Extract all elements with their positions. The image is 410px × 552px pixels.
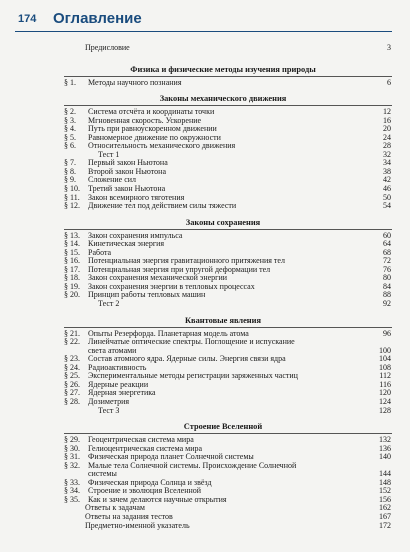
toc-entry-page: 34 xyxy=(383,158,391,168)
toc-entry-text: системы xyxy=(88,470,117,479)
toc-entry-number: § 4. xyxy=(64,124,76,134)
toc-entry-number: § 23. xyxy=(64,354,80,364)
toc-entry-text: Ядерные реакции xyxy=(88,380,149,389)
toc-entry-number: § 5. xyxy=(64,132,76,142)
toc-entry xyxy=(0,522,410,531)
toc-entry-text: Принцип работы тепловых машин xyxy=(88,291,206,300)
toc-entry-text: Тест 1 xyxy=(98,150,120,159)
toc-entry-text: Путь при равноускоренном движении xyxy=(88,125,217,134)
toc-entry-text: Ответы на задания тестов xyxy=(85,512,173,521)
toc-preface xyxy=(0,44,410,53)
toc-entry xyxy=(0,462,410,471)
toc-entry-text: Предисловие xyxy=(85,44,130,52)
toc-entry-page: 60 xyxy=(383,230,391,240)
toc-entry-page: 20 xyxy=(383,124,391,134)
toc-entry-page: 28 xyxy=(383,141,391,151)
toc-entry-text: Равномерное движение по окружности xyxy=(88,133,221,142)
toc-entry-page: 112 xyxy=(379,371,391,381)
toc-entry-page: 54 xyxy=(383,201,391,211)
toc-entry-page: 76 xyxy=(383,264,391,274)
toc-entry-number: § 18. xyxy=(64,273,80,283)
toc-entry xyxy=(0,389,410,398)
toc-entry-number: § 17. xyxy=(64,264,80,274)
toc-entry-number: § 31. xyxy=(64,452,80,462)
toc-entry-text: Движение тел под действием силы тяжести xyxy=(88,202,237,211)
toc-entry-number: § 22. xyxy=(64,337,80,347)
toc-entry xyxy=(0,151,410,160)
section-rule xyxy=(64,229,392,230)
toc-entry-page: 140 xyxy=(379,452,391,462)
toc-entry xyxy=(0,291,410,300)
section-heading: Квантовые явления xyxy=(184,315,261,325)
toc-entry-page: 152 xyxy=(379,486,391,496)
toc-entry-text: Закон сохранения энергии в тепловых процессах xyxy=(88,282,255,291)
toc-entry xyxy=(0,142,410,151)
toc-entry xyxy=(0,453,410,462)
toc-entry-page: 16 xyxy=(383,115,391,125)
toc-entry xyxy=(0,504,410,513)
toc-entry-text: Радиоактивность xyxy=(88,363,147,372)
toc-entry xyxy=(0,355,410,364)
toc-entry xyxy=(0,232,410,241)
toc-entry-number: § 29. xyxy=(64,435,80,445)
toc-entry-page: 100 xyxy=(379,345,391,355)
toc-entry-page: 42 xyxy=(383,175,391,185)
toc-entry xyxy=(0,445,410,454)
toc-entry-number: § 8. xyxy=(64,166,76,176)
page-title: Оглавление xyxy=(53,10,142,27)
toc-entry xyxy=(0,338,410,347)
toc-entry-page: 132 xyxy=(379,435,391,445)
toc-entry-page: 104 xyxy=(379,354,391,364)
header-rule xyxy=(15,31,392,32)
toc-entry xyxy=(0,108,410,117)
toc-entry-page: 6 xyxy=(387,77,391,87)
toc-entry-number: § 2. xyxy=(64,107,76,117)
toc-entry-number: § 13. xyxy=(64,230,80,240)
toc-entry xyxy=(0,117,410,126)
toc-entry xyxy=(0,330,410,339)
toc-entry-number: § 25. xyxy=(64,371,80,381)
toc-entry-page: 172 xyxy=(379,520,391,530)
toc-entry-number: § 12. xyxy=(64,201,80,211)
toc-entry-text: Потенциальная энергия гравитационного притяжения тел xyxy=(88,257,285,266)
section-heading: Строение Вселенной xyxy=(183,422,263,432)
toc-entry-page: 32 xyxy=(383,149,391,159)
toc-entry-page: 46 xyxy=(383,184,391,194)
toc-entry-text: Потенциальная энергия при упругой деформации тел xyxy=(88,265,271,274)
toc-entry-number: § 35. xyxy=(64,494,80,504)
toc-entry-page: 96 xyxy=(383,328,391,338)
toc-entry-text: Сложение сил xyxy=(88,176,137,185)
toc-entry-page: 72 xyxy=(383,256,391,266)
page-header xyxy=(0,0,410,40)
toc-entry-text: Как и зачем делаются научные открытия xyxy=(88,495,227,504)
toc-entry xyxy=(0,381,410,390)
toc-entry-text: Методы научного познания xyxy=(88,78,182,87)
section-heading: Физика и физические методы изучения природы xyxy=(130,64,316,74)
toc-entry-text: Третий закон Ньютона xyxy=(88,185,166,194)
toc-entry-text: Малые тела Солнечной системы. Происхождение Солнечной xyxy=(88,461,297,470)
toc-entry-number: § 20. xyxy=(64,290,80,300)
toc-entry xyxy=(0,470,410,479)
toc-entry-page: 162 xyxy=(379,503,391,513)
table-of-contents xyxy=(0,44,410,544)
page-number: 174 xyxy=(18,13,37,25)
toc-entry-number: § 30. xyxy=(64,443,80,453)
toc-entry-number: § 19. xyxy=(64,281,80,291)
toc-entry-text: Система отсчёта и координаты точки xyxy=(88,108,215,117)
toc-entry-text: Тест 3 xyxy=(98,406,120,415)
toc-entry-page: 84 xyxy=(383,281,391,291)
toc-entry-text: Линейчатые оптические спектры. Поглощение и испускание xyxy=(88,338,295,347)
toc-entry xyxy=(0,79,410,88)
toc-entry-number: § 10. xyxy=(64,184,80,194)
toc-entry-text: Дозиметрия xyxy=(88,397,130,406)
toc-entry-text: света атомами xyxy=(88,346,137,355)
toc-entry-number: § 21. xyxy=(64,328,80,338)
toc-entry xyxy=(0,407,410,416)
toc-entry-number: § 16. xyxy=(64,256,80,266)
toc-entry-page: 136 xyxy=(379,443,391,453)
toc-entry-page: 116 xyxy=(379,379,391,389)
section-rule xyxy=(64,105,392,106)
toc-entry-number: § 26. xyxy=(64,379,80,389)
toc-entry-number: § 34. xyxy=(64,486,80,496)
toc-entry xyxy=(0,159,410,168)
toc-entry-text: Работа xyxy=(88,248,112,257)
toc-entry-page: 38 xyxy=(383,166,391,176)
toc-entry-text: Экспериментальные методы регистрации заряженных частиц xyxy=(88,372,298,381)
toc-entry xyxy=(0,134,410,143)
toc-entry-number: § 28. xyxy=(64,396,80,406)
toc-entry-number: § 33. xyxy=(64,477,80,487)
toc-entry xyxy=(0,283,410,292)
section-rule xyxy=(64,76,392,77)
toc-entry-page: 88 xyxy=(383,290,391,300)
toc-entry-text: Тест 2 xyxy=(98,300,120,309)
toc-entry xyxy=(0,372,410,381)
toc-entry-text: Ядерная энергетика xyxy=(88,389,156,398)
toc-entry-page: 12 xyxy=(383,107,391,117)
toc-entry-number: § 15. xyxy=(64,247,80,257)
toc-entry xyxy=(0,266,410,275)
toc-entry-number: § 1. xyxy=(64,77,76,87)
toc-entry-page: 50 xyxy=(383,192,391,202)
toc-entry xyxy=(0,249,410,258)
toc-entry-page: 68 xyxy=(383,247,391,257)
toc-entry xyxy=(0,364,410,373)
toc-entry xyxy=(0,125,410,134)
toc-entry-text: Предметно-именной указатель xyxy=(85,521,190,530)
toc-entry xyxy=(0,436,410,445)
toc-entry-text: Физическая природа планет Солнечной системы xyxy=(88,453,254,462)
toc-entry-page: 24 xyxy=(383,132,391,142)
toc-entry xyxy=(0,176,410,185)
toc-entry-page: 148 xyxy=(379,477,391,487)
toc-entry-page: 64 xyxy=(383,239,391,249)
toc-entry xyxy=(0,257,410,266)
toc-entry-page: 80 xyxy=(383,273,391,283)
toc-entry-page: 124 xyxy=(379,396,391,406)
toc-entry xyxy=(0,347,410,356)
toc-entry-number: § 24. xyxy=(64,362,80,372)
toc-entry-text: Ответы к задачам xyxy=(85,504,145,513)
toc-entry xyxy=(0,202,410,211)
toc-entry-text: Состав атомного ядра. Ядерные силы. Энергия связи ядра xyxy=(88,355,286,364)
toc-entry-text: Закон всемирного тяготения xyxy=(88,193,185,202)
toc-entry-text: Мгновенная скорость. Ускорение xyxy=(88,116,202,125)
toc-entry-text: Опыты Резерфорда. Планетарная модель атома xyxy=(88,329,249,338)
section-heading: Законы сохранения xyxy=(185,217,261,227)
toc-entry xyxy=(0,496,410,505)
section-rule xyxy=(64,433,392,434)
toc-entry xyxy=(0,398,410,407)
toc-entry-page: 92 xyxy=(383,299,391,309)
toc-entry-text: Геоцентрическая система мира xyxy=(88,436,194,445)
toc-entry-number: § 14. xyxy=(64,239,80,249)
toc-entry-text: Строение и эволюция Вселенной xyxy=(88,487,202,496)
toc-entry xyxy=(0,479,410,488)
spacer xyxy=(0,53,410,58)
section-rule xyxy=(64,327,392,328)
section-heading: Законы механического движения xyxy=(159,94,287,104)
toc-entry xyxy=(0,513,410,522)
toc-entry-number: § 3. xyxy=(64,115,76,125)
toc-entry-text: Второй закон Ньютона xyxy=(88,167,166,176)
toc-entry-text: Гелиоцентрическая система мира xyxy=(88,444,203,453)
toc-entry-text: Относительность механического движения xyxy=(88,142,236,151)
toc-entry-text: Закон сохранения механической энергии xyxy=(88,274,228,283)
toc-entry xyxy=(0,300,410,309)
toc-entry-page: 156 xyxy=(379,494,391,504)
toc-entry-page: 144 xyxy=(379,469,391,479)
toc-entry-number: § 27. xyxy=(64,388,80,398)
toc-entry xyxy=(0,240,410,249)
toc-entry xyxy=(0,168,410,177)
toc-entry-number: § 11. xyxy=(64,192,80,202)
toc-entry-text: Закон сохранения импульса xyxy=(88,231,183,240)
toc-entry-text: Кинетическая энергия xyxy=(88,240,165,249)
toc-entry-page: 120 xyxy=(379,388,391,398)
toc-entry xyxy=(0,194,410,203)
toc-entry xyxy=(0,274,410,283)
toc-entry-page: 3 xyxy=(387,43,391,52)
toc-entry-text: Физическая природа Солнца и звёзд xyxy=(88,478,212,487)
toc-entry-number: § 6. xyxy=(64,141,76,151)
toc-entry-number: § 7. xyxy=(64,158,76,168)
toc-entry-page: 128 xyxy=(379,405,391,415)
toc-entry xyxy=(0,185,410,194)
toc-entry xyxy=(0,487,410,496)
toc-entry-number: § 9. xyxy=(64,175,76,185)
toc-entry-page: 167 xyxy=(379,511,391,521)
toc-entry-text: Первый закон Ньютона xyxy=(88,159,168,168)
toc-entry-number: § 32. xyxy=(64,460,80,470)
toc-entry-page: 108 xyxy=(379,362,391,372)
